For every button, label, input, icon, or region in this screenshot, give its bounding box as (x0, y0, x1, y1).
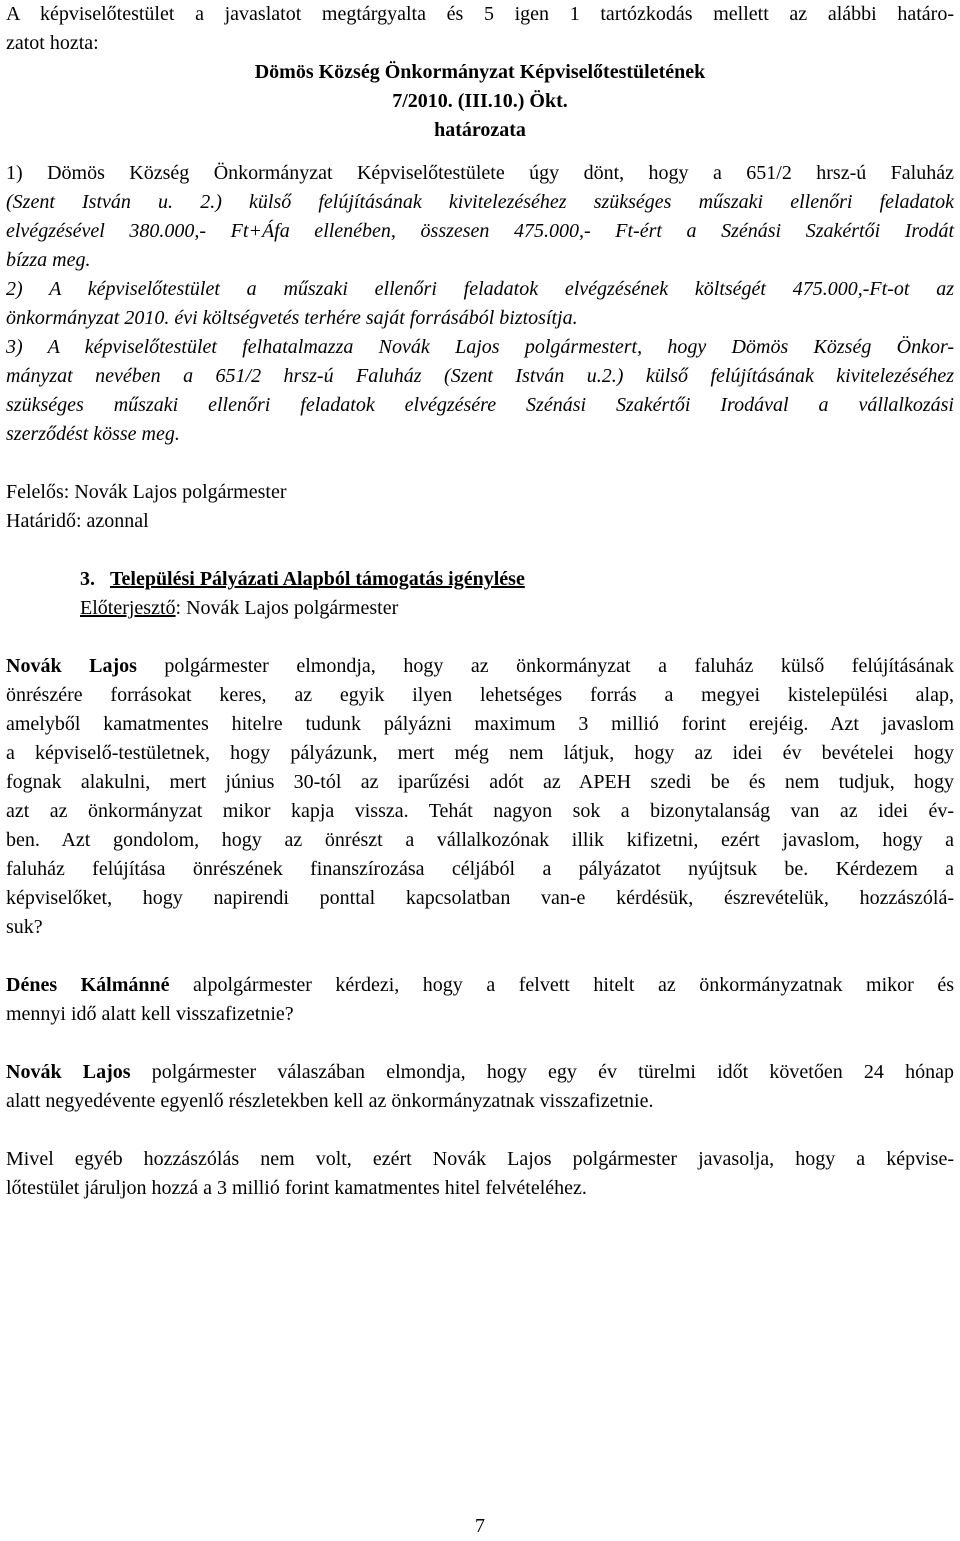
resolution-point-2-cont: önkormányzat 2010. évi költségvetés terhére saját forrásából biztosítja. (6, 307, 578, 329)
resolution-point-2: 2) A képviselőtestület a műszaki ellenőri feladatok elvégzésének költségét 475.000,-Ft-ot az (6, 278, 954, 300)
minutes-paragraph (6, 1058, 954, 1116)
responsible-block (6, 478, 954, 536)
page-number: 7 (475, 1515, 485, 1537)
resolution-header (6, 58, 954, 145)
resolution-point-3: 3) A képviselőtestület felhatalmazza Novák Lajos polgármestert, hogy Dömös Község Önkor- (6, 336, 954, 358)
responsible-person: Felelős: Novák Lajos polgármester (6, 481, 287, 503)
paragraph-line: a képviselő-testületnek, hogy pályázunk, mert még nem látjuk, hogy az idei év bevételei hogy (6, 742, 954, 764)
paragraph-line: Mivel egyéb hozzászólás nem volt, ezért Novák Lajos polgármester javasolja, hogy a képvise- (6, 1148, 954, 1170)
resolution-number: 7/2010. (III.10.) Ökt. (392, 90, 568, 112)
paragraph-line: azt az önkormányzat mikor kapja vissza. Tehát nagyon sok a bizonytalanság van az idei év- (6, 800, 954, 822)
intro-line: A képviselőtestület a javaslatot megtárgyalta és 5 igen 1 tartózkodás mellett az alábbi határo- (6, 3, 954, 25)
speaker-name: Novák Lajos (6, 655, 137, 677)
resolution-point-3-cont: mányzat nevében a 651/2 hrsz-ú Faluház (Szent István u.2.) külső felújításának kivitelezéséhez (6, 365, 954, 387)
resolution-point-1-cont: (Szent István u. 2.) külső felújításának kivitelezéséhez szükséges műszaki ellenőri feladatok (6, 191, 954, 213)
resolution-label: határozata (434, 119, 526, 141)
section-title: Települési Pályázati Alapból támogatás igénylése (110, 568, 525, 590)
document-page (6, 0, 954, 1203)
paragraph-line: polgármester elmondja, hogy az önkormányzat a faluház külső felújításának (136, 655, 954, 677)
resolution-title: Dömös Község Önkormányzat Képviselőtestületének (254, 61, 706, 83)
resolution-point-3-cont: szerződést kösse meg. (6, 423, 180, 445)
presenter-label: Előterjesztő (80, 597, 176, 619)
paragraph-line: ben. Azt gondolom, hogy az önrészt a vállalkozónak illik kifizetni, ezért javaslom, hogy a (6, 829, 954, 851)
section-heading (6, 565, 954, 623)
resolution-point-1: 1) Dömös Község Önkormányzat Képviselőtestülete úgy dönt, hogy a 651/2 hrsz-ú Faluház (6, 162, 954, 184)
paragraph-line: faluház felújítása önrészének finanszírozása céljából a pályázatot nyújtsuk be. Kérdezem a (6, 858, 954, 880)
resolution-point-1-cont: bízza meg. (6, 249, 91, 271)
resolution-point-1-cont: elvégzésével 380.000,- Ft+Áfa ellenében, összesen 475.000,- Ft-ért a Szénási Szakértői Irodát (6, 220, 954, 242)
paragraph-line: polgármester válaszában elmondja, hogy egy év türelmi időt követően 24 hónap (130, 1061, 954, 1083)
paragraph-line: fognak alakulni, mert június 30-tól az iparűzési adót az APEH szedi be és nem tudjuk, hogy (6, 771, 954, 793)
paragraph-line: önrészére forrásokat keres, az egyik ilyen lehetséges forrás a megyei kistelepülési alap, (6, 684, 954, 706)
minutes-paragraph (6, 1145, 954, 1203)
deadline: Határidő: azonnal (6, 510, 149, 532)
section-number: 3. (80, 568, 95, 590)
intro-line: zatot hozta: (6, 32, 99, 54)
paragraph-line: amelyből kamatmentes hitelre tudunk pályázni maximum 3 millió forint erejéig. Azt javaslom (6, 713, 954, 735)
speaker-name: Novák Lajos (6, 1061, 131, 1083)
paragraph-line: alpolgármester kérdezi, hogy a felvett hitelt az önkormányzatnak mikor és (169, 974, 955, 996)
paragraph-line: mennyi idő alatt kell visszafizetnie? (6, 1003, 294, 1025)
resolution-body (6, 159, 954, 449)
speaker-name: Dénes Kálmánné (6, 974, 170, 996)
paragraph-line: suk? (6, 916, 43, 938)
intro-paragraph (6, 0, 954, 58)
minutes-paragraph (6, 971, 954, 1029)
resolution-point-3-cont: szükséges műszaki ellenőri feladatok elvégzésére Szénási Szakértői Irodával a vállalkozási (6, 394, 954, 416)
paragraph-line: képviselőket, hogy napirendi ponttal kapcsolatban van-e kérdésük, észrevételük, hozzászólá- (6, 887, 954, 909)
presenter-name: : Novák Lajos polgármester (175, 597, 399, 619)
paragraph-line: alatt negyedévente egyenlő részletekben kell az önkormányzatnak visszafizetnie. (6, 1090, 654, 1112)
minutes-paragraph (6, 652, 954, 942)
paragraph-line: lőtestület járuljon hozzá a 3 millió forint kamatmentes hitel felvételéhez. (6, 1177, 587, 1199)
